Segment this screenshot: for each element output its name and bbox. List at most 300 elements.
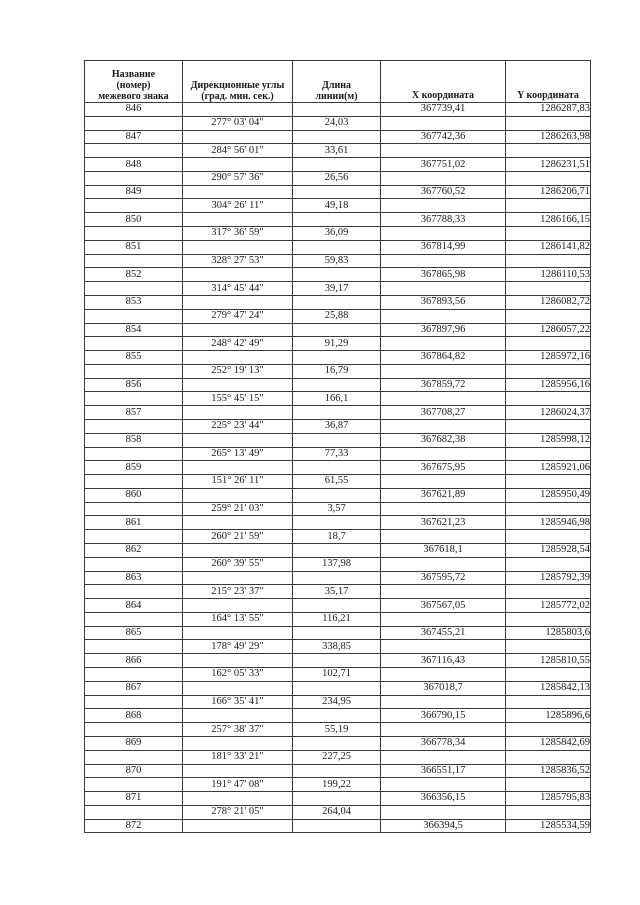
y-coordinate-cell — [506, 116, 591, 130]
y-coordinate-cell: 1286141,82 — [506, 240, 591, 254]
y-coordinate-cell: 1285534,59 — [506, 819, 591, 833]
direction-angle-cell: 155° 45' 15" — [183, 392, 293, 406]
line-length-cell — [293, 103, 381, 117]
line-length-cell — [293, 516, 381, 530]
direction-angle-cell: 260° 39' 55" — [183, 557, 293, 571]
x-coordinate-cell: 367116,43 — [381, 654, 506, 668]
marker-number-cell: 856 — [85, 378, 183, 392]
marker-number-cell: 855 — [85, 351, 183, 365]
table-row — [85, 406, 591, 420]
marker-number-cell — [85, 254, 183, 268]
y-coordinate-cell: 1286166,15 — [506, 213, 591, 227]
marker-number-cell — [85, 144, 183, 158]
line-length-cell: 199,22 — [293, 778, 381, 792]
table-row — [85, 571, 591, 585]
x-coordinate-cell — [381, 750, 506, 764]
x-coordinate-cell: 367018,7 — [381, 681, 506, 695]
marker-number-cell — [85, 447, 183, 461]
y-coordinate-cell — [506, 309, 591, 323]
table-row — [85, 351, 591, 365]
marker-number-cell: 863 — [85, 571, 183, 585]
direction-angle-cell — [183, 268, 293, 282]
x-coordinate-cell: 367739,41 — [381, 103, 506, 117]
marker-number-cell — [85, 502, 183, 516]
marker-number-cell — [85, 171, 183, 185]
direction-angle-cell — [183, 792, 293, 806]
marker-number-cell — [85, 695, 183, 709]
table-row — [85, 199, 591, 213]
marker-number-cell — [85, 585, 183, 599]
line-length-cell — [293, 654, 381, 668]
table-row — [85, 227, 591, 241]
x-coordinate-cell — [381, 778, 506, 792]
table-row — [85, 475, 591, 489]
table-row — [85, 254, 591, 268]
table-row — [85, 516, 591, 530]
y-coordinate-cell — [506, 778, 591, 792]
y-coordinate-cell — [506, 227, 591, 241]
x-coordinate-cell — [381, 392, 506, 406]
line-length-cell — [293, 406, 381, 420]
y-coordinate-cell: 1285921,06 — [506, 461, 591, 475]
x-coordinate-cell — [381, 640, 506, 654]
y-coordinate-cell — [506, 364, 591, 378]
line-length-cell: 264,04 — [293, 805, 381, 819]
marker-number-cell — [85, 778, 183, 792]
table-row — [85, 309, 591, 323]
x-coordinate-cell — [381, 502, 506, 516]
y-coordinate-cell — [506, 199, 591, 213]
y-coordinate-cell: 1286024,37 — [506, 406, 591, 420]
y-coordinate-cell — [506, 750, 591, 764]
line-length-cell: 91,29 — [293, 337, 381, 351]
direction-angle-cell: 248° 42' 49" — [183, 337, 293, 351]
direction-angle-cell — [183, 736, 293, 750]
x-coordinate-cell — [381, 475, 506, 489]
line-length-cell — [293, 764, 381, 778]
y-coordinate-cell — [506, 640, 591, 654]
marker-number-cell — [85, 337, 183, 351]
table-row — [85, 282, 591, 296]
marker-number-cell: 852 — [85, 268, 183, 282]
direction-angle-cell — [183, 103, 293, 117]
y-coordinate-cell — [506, 171, 591, 185]
marker-number-cell — [85, 282, 183, 296]
y-coordinate-cell: 1285842,69 — [506, 736, 591, 750]
marker-number-cell — [85, 227, 183, 241]
marker-number-cell — [85, 475, 183, 489]
x-coordinate-cell — [381, 668, 506, 682]
table-row — [85, 461, 591, 475]
marker-number-cell: 870 — [85, 764, 183, 778]
line-length-cell — [293, 240, 381, 254]
line-length-cell — [293, 130, 381, 144]
line-length-cell: 116,21 — [293, 612, 381, 626]
y-coordinate-cell — [506, 419, 591, 433]
x-coordinate-cell — [381, 612, 506, 626]
y-coordinate-cell — [506, 502, 591, 516]
x-coordinate-cell: 367675,95 — [381, 461, 506, 475]
table-row — [85, 364, 591, 378]
table-row — [85, 433, 591, 447]
direction-angle-cell: 260° 21' 59" — [183, 530, 293, 544]
x-coordinate-cell: 367455,21 — [381, 626, 506, 640]
direction-angle-cell — [183, 323, 293, 337]
direction-angle-cell — [183, 433, 293, 447]
marker-number-cell — [85, 640, 183, 654]
header-line-length — [293, 61, 381, 103]
line-length-cell — [293, 792, 381, 806]
marker-number-cell: 864 — [85, 599, 183, 613]
table-row — [85, 778, 591, 792]
direction-angle-cell: 164° 13' 55" — [183, 612, 293, 626]
direction-angle-cell — [183, 544, 293, 558]
table-row — [85, 736, 591, 750]
table-row — [85, 103, 591, 117]
marker-number-cell: 847 — [85, 130, 183, 144]
table-row — [85, 130, 591, 144]
x-coordinate-cell: 367567,05 — [381, 599, 506, 613]
x-coordinate-cell — [381, 557, 506, 571]
direction-angle-cell — [183, 185, 293, 199]
table-row — [85, 378, 591, 392]
line-length-cell: 227,25 — [293, 750, 381, 764]
line-length-cell — [293, 709, 381, 723]
direction-angle-cell — [183, 571, 293, 585]
x-coordinate-cell: 367621,89 — [381, 488, 506, 502]
table-row — [85, 585, 591, 599]
header-row — [85, 61, 591, 103]
line-length-cell: 35,17 — [293, 585, 381, 599]
y-coordinate-cell — [506, 337, 591, 351]
y-coordinate-cell — [506, 612, 591, 626]
table-row — [85, 502, 591, 516]
header-line-length-text: Длина линии(м) — [315, 80, 358, 102]
x-coordinate-cell: 367708,27 — [381, 406, 506, 420]
y-coordinate-cell: 1286287,83 — [506, 103, 591, 117]
x-coordinate-cell: 367864,82 — [381, 351, 506, 365]
x-coordinate-cell: 366778,34 — [381, 736, 506, 750]
table-row — [85, 116, 591, 130]
x-coordinate-cell: 366356,15 — [381, 792, 506, 806]
line-length-cell: 61,55 — [293, 475, 381, 489]
marker-number-cell: 867 — [85, 681, 183, 695]
direction-angle-cell — [183, 406, 293, 420]
marker-number-cell: 846 — [85, 103, 183, 117]
x-coordinate-cell — [381, 447, 506, 461]
y-coordinate-cell: 1285928,54 — [506, 544, 591, 558]
y-coordinate-cell: 1285842,13 — [506, 681, 591, 695]
y-coordinate-cell: 1286082,72 — [506, 295, 591, 309]
direction-angle-cell: 257° 38' 37" — [183, 723, 293, 737]
x-coordinate-cell: 366394,5 — [381, 819, 506, 833]
x-coordinate-cell: 367760,52 — [381, 185, 506, 199]
line-length-cell — [293, 185, 381, 199]
line-length-cell — [293, 461, 381, 475]
table-row — [85, 681, 591, 695]
table-row — [85, 599, 591, 613]
marker-number-cell: 849 — [85, 185, 183, 199]
marker-number-cell: 866 — [85, 654, 183, 668]
table-row — [85, 764, 591, 778]
marker-number-cell: 857 — [85, 406, 183, 420]
marker-number-cell — [85, 199, 183, 213]
table-row — [85, 819, 591, 833]
x-coordinate-cell — [381, 199, 506, 213]
x-coordinate-cell: 366790,15 — [381, 709, 506, 723]
marker-number-cell — [85, 557, 183, 571]
x-coordinate-cell: 367618,1 — [381, 544, 506, 558]
table-row — [85, 626, 591, 640]
line-length-cell: 3,57 — [293, 502, 381, 516]
y-coordinate-cell — [506, 530, 591, 544]
direction-angle-cell — [183, 709, 293, 723]
table-row — [85, 185, 591, 199]
table-row — [85, 158, 591, 172]
direction-angle-cell: 278° 21' 05" — [183, 805, 293, 819]
x-coordinate-cell — [381, 116, 506, 130]
direction-angle-cell: 290° 57' 36" — [183, 171, 293, 185]
direction-angle-cell — [183, 654, 293, 668]
marker-number-cell — [85, 668, 183, 682]
line-length-cell: 18,7 — [293, 530, 381, 544]
marker-number-cell: 853 — [85, 295, 183, 309]
marker-number-cell: 848 — [85, 158, 183, 172]
y-coordinate-cell: 1285998,12 — [506, 433, 591, 447]
y-coordinate-cell: 1286206,71 — [506, 185, 591, 199]
y-coordinate-cell — [506, 447, 591, 461]
table-row — [85, 723, 591, 737]
line-length-cell: 102,71 — [293, 668, 381, 682]
marker-number-cell — [85, 723, 183, 737]
x-coordinate-cell — [381, 144, 506, 158]
table-body — [85, 103, 591, 833]
x-coordinate-cell — [381, 227, 506, 241]
direction-angle-cell: 162° 05' 33" — [183, 668, 293, 682]
direction-angle-cell — [183, 213, 293, 227]
line-length-cell — [293, 378, 381, 392]
y-coordinate-cell: 1285950,49 — [506, 488, 591, 502]
line-length-cell — [293, 213, 381, 227]
y-coordinate-cell — [506, 585, 591, 599]
marker-number-cell: 865 — [85, 626, 183, 640]
y-coordinate-cell: 1285772,02 — [506, 599, 591, 613]
x-coordinate-cell — [381, 419, 506, 433]
y-coordinate-cell: 1285836,52 — [506, 764, 591, 778]
direction-angle-cell: 252° 19' 13" — [183, 364, 293, 378]
direction-angle-cell — [183, 681, 293, 695]
direction-angle-cell: 151° 26' 11" — [183, 475, 293, 489]
line-length-cell — [293, 323, 381, 337]
direction-angle-cell: 277° 03' 04" — [183, 116, 293, 130]
marker-number-cell: 850 — [85, 213, 183, 227]
direction-angle-cell: 317° 36' 59" — [183, 227, 293, 241]
x-coordinate-cell: 367595,72 — [381, 571, 506, 585]
table-row — [85, 323, 591, 337]
line-length-cell: 16,79 — [293, 364, 381, 378]
y-coordinate-cell: 1286057,22 — [506, 323, 591, 337]
x-coordinate-cell — [381, 282, 506, 296]
header-direction-angle-text: Дирекционные углы (град. мин. сек.) — [190, 80, 285, 102]
x-coordinate-cell: 367814,99 — [381, 240, 506, 254]
marker-number-cell: 861 — [85, 516, 183, 530]
marker-number-cell — [85, 419, 183, 433]
direction-angle-cell — [183, 764, 293, 778]
x-coordinate-cell: 367621,23 — [381, 516, 506, 530]
line-length-cell: 36,87 — [293, 419, 381, 433]
table-row — [85, 419, 591, 433]
x-coordinate-cell: 367897,96 — [381, 323, 506, 337]
y-coordinate-cell: 1285795,83 — [506, 792, 591, 806]
direction-angle-cell: 304° 26' 11" — [183, 199, 293, 213]
table-row — [85, 544, 591, 558]
line-length-cell: 55,19 — [293, 723, 381, 737]
x-coordinate-cell: 367751,02 — [381, 158, 506, 172]
marker-number-cell: 871 — [85, 792, 183, 806]
x-coordinate-cell — [381, 695, 506, 709]
line-length-cell: 25,88 — [293, 309, 381, 323]
line-length-cell: 33,61 — [293, 144, 381, 158]
line-length-cell: 137,98 — [293, 557, 381, 571]
table-row — [85, 171, 591, 185]
table-row — [85, 530, 591, 544]
header-y-coordinate-text: Y координата — [517, 90, 579, 101]
x-coordinate-cell: 367788,33 — [381, 213, 506, 227]
x-coordinate-cell: 367742,36 — [381, 130, 506, 144]
marker-number-cell: 854 — [85, 323, 183, 337]
table-row — [85, 337, 591, 351]
direction-angle-cell: 191° 47' 08" — [183, 778, 293, 792]
line-length-cell — [293, 626, 381, 640]
marker-number-cell — [85, 805, 183, 819]
header-y-coordinate — [506, 61, 591, 103]
table-row — [85, 654, 591, 668]
line-length-cell — [293, 268, 381, 282]
direction-angle-cell — [183, 378, 293, 392]
x-coordinate-cell — [381, 723, 506, 737]
line-length-cell: 39,17 — [293, 282, 381, 296]
marker-number-cell: 858 — [85, 433, 183, 447]
y-coordinate-cell — [506, 668, 591, 682]
table-row — [85, 557, 591, 571]
y-coordinate-cell: 1286231,51 — [506, 158, 591, 172]
x-coordinate-cell — [381, 254, 506, 268]
x-coordinate-cell: 367682,38 — [381, 433, 506, 447]
table-row — [85, 695, 591, 709]
table-row — [85, 447, 591, 461]
marker-number-cell — [85, 364, 183, 378]
direction-angle-cell — [183, 819, 293, 833]
line-length-cell — [293, 681, 381, 695]
table-row — [85, 750, 591, 764]
table-row — [85, 792, 591, 806]
marker-number-cell — [85, 116, 183, 130]
table-row — [85, 805, 591, 819]
line-length-cell: 234,95 — [293, 695, 381, 709]
line-length-cell — [293, 571, 381, 585]
header-x-coordinate — [381, 61, 506, 103]
table-row — [85, 612, 591, 626]
y-coordinate-cell — [506, 144, 591, 158]
x-coordinate-cell: 366551,17 — [381, 764, 506, 778]
y-coordinate-cell: 1285896,6 — [506, 709, 591, 723]
direction-angle-cell: 279° 47' 24" — [183, 309, 293, 323]
line-length-cell: 59,83 — [293, 254, 381, 268]
line-length-cell — [293, 351, 381, 365]
table-row — [85, 668, 591, 682]
direction-angle-cell — [183, 488, 293, 502]
marker-number-cell — [85, 309, 183, 323]
header-marker-name — [85, 61, 183, 103]
line-length-cell: 338,85 — [293, 640, 381, 654]
y-coordinate-cell — [506, 723, 591, 737]
direction-angle-cell — [183, 158, 293, 172]
direction-angle-cell: 259° 21' 03" — [183, 502, 293, 516]
line-length-cell — [293, 819, 381, 833]
y-coordinate-cell — [506, 557, 591, 571]
x-coordinate-cell — [381, 585, 506, 599]
marker-number-cell: 859 — [85, 461, 183, 475]
line-length-cell: 166,1 — [293, 392, 381, 406]
direction-angle-cell — [183, 626, 293, 640]
direction-angle-cell: 178° 49' 29" — [183, 640, 293, 654]
x-coordinate-cell — [381, 309, 506, 323]
line-length-cell — [293, 433, 381, 447]
line-length-cell — [293, 158, 381, 172]
x-coordinate-cell — [381, 171, 506, 185]
line-length-cell: 49,18 — [293, 199, 381, 213]
x-coordinate-cell — [381, 364, 506, 378]
table-row — [85, 240, 591, 254]
table-row — [85, 488, 591, 502]
table-row — [85, 392, 591, 406]
table-header — [85, 61, 591, 103]
table-row — [85, 640, 591, 654]
y-coordinate-cell: 1286110,53 — [506, 268, 591, 282]
marker-number-cell: 862 — [85, 544, 183, 558]
x-coordinate-cell — [381, 530, 506, 544]
y-coordinate-cell: 1285956,16 — [506, 378, 591, 392]
x-coordinate-cell — [381, 337, 506, 351]
marker-number-cell: 868 — [85, 709, 183, 723]
marker-number-cell — [85, 392, 183, 406]
marker-number-cell: 872 — [85, 819, 183, 833]
line-length-cell: 77,33 — [293, 447, 381, 461]
x-coordinate-cell — [381, 805, 506, 819]
y-coordinate-cell: 1286263,98 — [506, 130, 591, 144]
marker-number-cell: 869 — [85, 736, 183, 750]
marker-number-cell — [85, 750, 183, 764]
marker-number-cell — [85, 530, 183, 544]
line-length-cell — [293, 599, 381, 613]
table-row — [85, 213, 591, 227]
header-direction-angle — [183, 61, 293, 103]
y-coordinate-cell: 1285972,16 — [506, 351, 591, 365]
line-length-cell: 26,56 — [293, 171, 381, 185]
direction-angle-cell — [183, 240, 293, 254]
boundary-coordinates-table — [84, 60, 591, 833]
y-coordinate-cell: 1285803,6 — [506, 626, 591, 640]
line-length-cell — [293, 295, 381, 309]
line-length-cell — [293, 488, 381, 502]
y-coordinate-cell — [506, 254, 591, 268]
y-coordinate-cell: 1285946,98 — [506, 516, 591, 530]
direction-angle-cell: 225° 23' 44" — [183, 419, 293, 433]
x-coordinate-cell: 367865,98 — [381, 268, 506, 282]
y-coordinate-cell — [506, 805, 591, 819]
direction-angle-cell: 265° 13' 49" — [183, 447, 293, 461]
marker-number-cell — [85, 612, 183, 626]
